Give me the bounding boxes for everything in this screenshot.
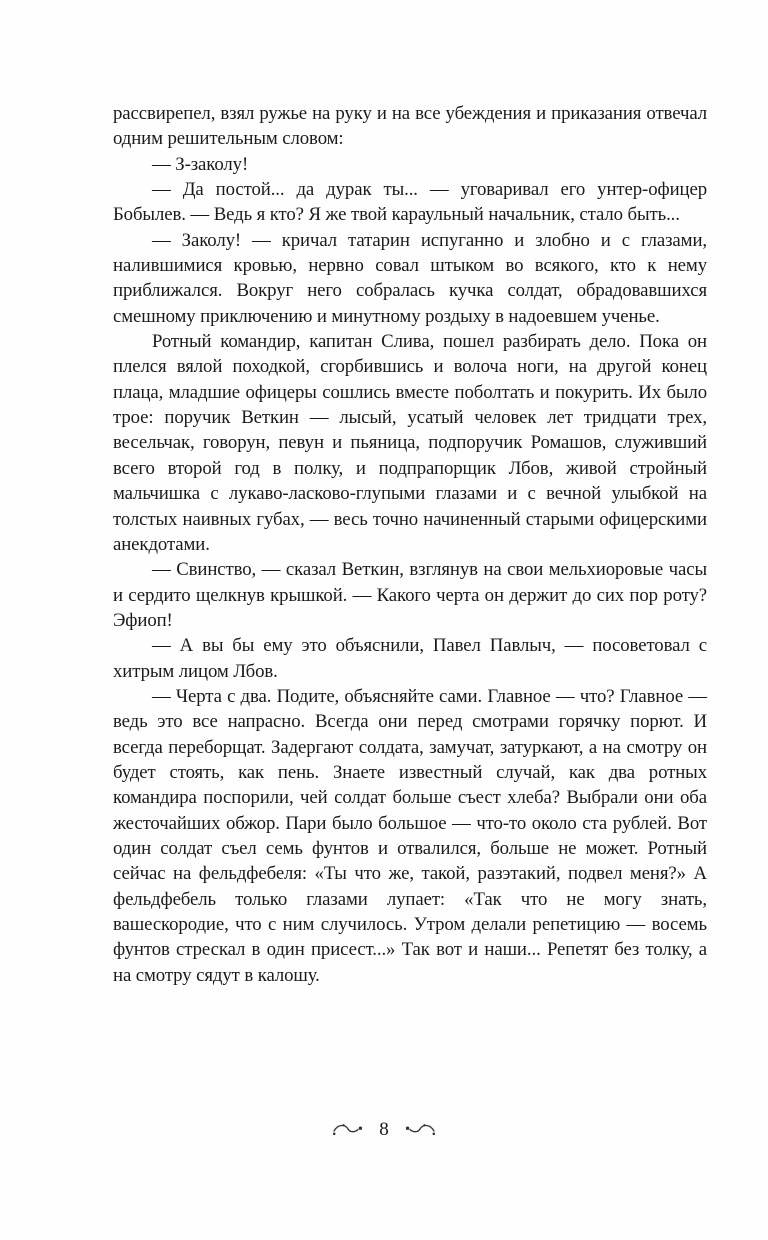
paragraph-dialogue: — Черта с два. Подите, объясняйте сами. Главное — что? Главное — ведь это все напрасно. Всегда они перед смотрами горячку порют. И всегда переборщат. Задергают солдата, замучат, затуркают, а на смотру он будет стоять, как пень. Знаете известный случай, как два ротных командира поспорили, чей солдат больше съест хлеба? Выбрали они оба жесточайших обжор. Пари было большое — что-то около ста рублей. Вот один солдат съел семь фунтов и отвалился, больше не может. Ротный сейчас на фельдфебеля: «Ты что же, такой, разэтакий, подвел меня?» А фельдфебель только глазами лупает: «Так что не могу знать, вашескородие, что с ним случилось. Утром делали репетицию — восемь фунтов стрескал в один присест...» Так вот и наши... Репетят без толку, а на смотру сядут в калошу. [113, 685, 707, 986]
paragraph-continuation: рассвирепел, взял ружье на руку и на все убеждения и приказания отвечал одним решительным словом: [113, 103, 707, 150]
paragraph-dialogue: — А вы бы ему это объяснили, Павел Павлыч, — посоветовал с хитрым лицом Лбов. [113, 635, 707, 682]
page-number: 8 [379, 1119, 389, 1140]
fleuron-right-icon [405, 1122, 437, 1137]
paragraph-dialogue: — З-заколу! [152, 153, 249, 175]
paragraph: Ротный командир, капитан Слива, пошел разбирать дело. Пока он плелся вялой походкой, сгорбившись и волоча ноги, на другой конец плаца, младшие офицеры сошлись вместе поболтать и покурить. Их было трое: поручик Веткин — лысый, усатый человек лет тридцати трех, весельчак, говорун, певун и пьяница, подпоручик Ромашов, служивший всего второй год в полку, и подпрапорщик Лбов, живой стройный мальчишка с лукаво-ласково-глупыми глазами и с вечной улыбкой на толстых наивных губах, — весь точно начиненный старыми офицерскими анекдотами. [113, 331, 707, 555]
page-text-column [113, 101, 707, 988]
paragraph-dialogue: — Свинство, — сказал Веткин, взглянув на свои мельхиоровые часы и сердито щелкнув крышкой. — Какого черта он держит до сих пор роту? Эфиоп! [113, 559, 707, 631]
paragraph-dialogue: — Да постой... да дурак ты... — уговаривал его унтер-офицер Бобылев. — Ведь я кто? Я же твой караульный начальник, стало быть... [113, 179, 707, 226]
fleuron-left-icon [331, 1122, 363, 1137]
page-footer [0, 1120, 768, 1139]
paragraph-dialogue: — Заколу! — кричал татарин испуганно и злобно и с глазами, налившимися кровью, нервно совал штыком во всякого, кто к нему приближался. Вокруг него собралась кучка солдат, обрадовавшихся смешному приключению и минутному роздыху в надоевшем ученье. [113, 229, 707, 327]
